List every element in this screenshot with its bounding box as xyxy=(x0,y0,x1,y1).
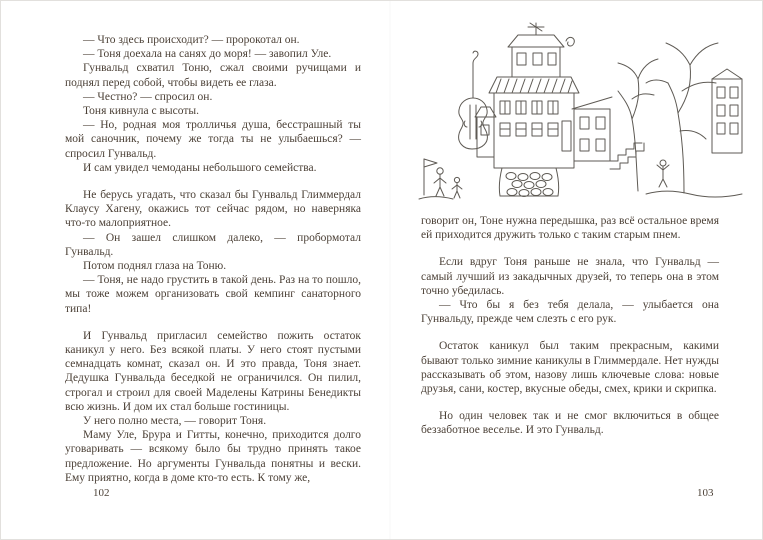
page-number-left: 102 xyxy=(93,487,110,499)
paragraph: — Что здесь происходит? — пророкотал он. xyxy=(83,34,300,46)
paragraph: И Гунвальд пригласил семейство пожить остаток каникул у него. Без всякой платы. У него стоят пустыми семнадцать комнат, сказал он. И это правда, Тоня знает. Дедушка Гунвальда беседкой не ограничился. Он пилил, строгал и строил для своей Маделены Катрины Бенедикты всю жизнь. И дом их стал больше гостиницы. xyxy=(65,329,361,413)
paragraph: — Тоня доехала на санях до моря! — завопил Уле. xyxy=(83,48,332,61)
spine-divider xyxy=(389,1,391,540)
paragraph: — Что бы я без тебя делала, — улыбается она Гунвальду, прежде чем слезть с его рук. xyxy=(421,299,719,326)
paragraph: Тоня кивнула с высоты. xyxy=(83,105,199,118)
paragraph: — Он зашел слишком далеко, — пробормотал Гунвальд. xyxy=(65,231,361,258)
paragraph: Гунвальд схватил Тоню, сжал своими ручищами и поднял перед собой, чтобы видеть ее глаза. xyxy=(65,62,361,89)
paragraph: У него полно места, — говорит Тоня. xyxy=(83,415,267,428)
paragraph: Остаток каникул был таким прекрасным, какими бывают только зимние каникулы в Глиммердале. Нет нужды рассказывать об этом, назову лишь ключевые слова: новые друзья, сани, костер, вкусные обеды, смех, крики и скрипка. xyxy=(421,340,719,396)
paragraph: Но один человек так и не смог включиться в общее беззаботное веселье. И это Гунвальд. xyxy=(421,410,719,437)
paragraph: И сам увидел чемоданы небольшого семейства. xyxy=(83,161,317,174)
paragraph: Потом поднял глаза на Тоню. xyxy=(83,260,227,273)
right-page xyxy=(421,214,719,438)
paragraph: — Но, родная моя тролличья душа, бесстрашный ты мой саночник, почему же тогда ты не улыбаешься? — спросил Гунвальд. xyxy=(65,119,361,160)
paragraph: — Честно? — спросил он. xyxy=(83,90,213,103)
illustration-drawing xyxy=(414,21,748,218)
paragraph: Не берусь угадать, что сказал бы Гунвальд Глиммердал Клаусу Хагену, окажись тот сейчас рядом, но наверняка что-то малоприятное. xyxy=(65,189,361,230)
page-number-right: 103 xyxy=(697,487,714,499)
paragraph: Маму Уле, Брура и Гитты, конечно, приходится долго уговаривать — всякому было бы трудно принять такое предложение. Но аргументы Гунвальда понятны и вески. Ему приятно, когда в доме кто-то есть. К тому же, xyxy=(65,429,361,484)
paragraph: Если вдруг Тоня раньше не знала, что Гунвальд — самый лучший из закадычных друзей, то теперь она в этом точно убедилась. xyxy=(421,256,719,297)
left-page xyxy=(65,33,361,485)
paragraph: — Тоня, не надо грустить в такой день. Раз на то пошло, мы тоже можем организовать свой кемпинг санаторного типа! xyxy=(65,274,361,315)
paragraph: говорит он, Тоне нужна передышка, раз всё остальное время ей приходится дружить только с таким старым пнем. xyxy=(421,215,719,242)
houses-and-trees-illustration xyxy=(414,21,748,218)
